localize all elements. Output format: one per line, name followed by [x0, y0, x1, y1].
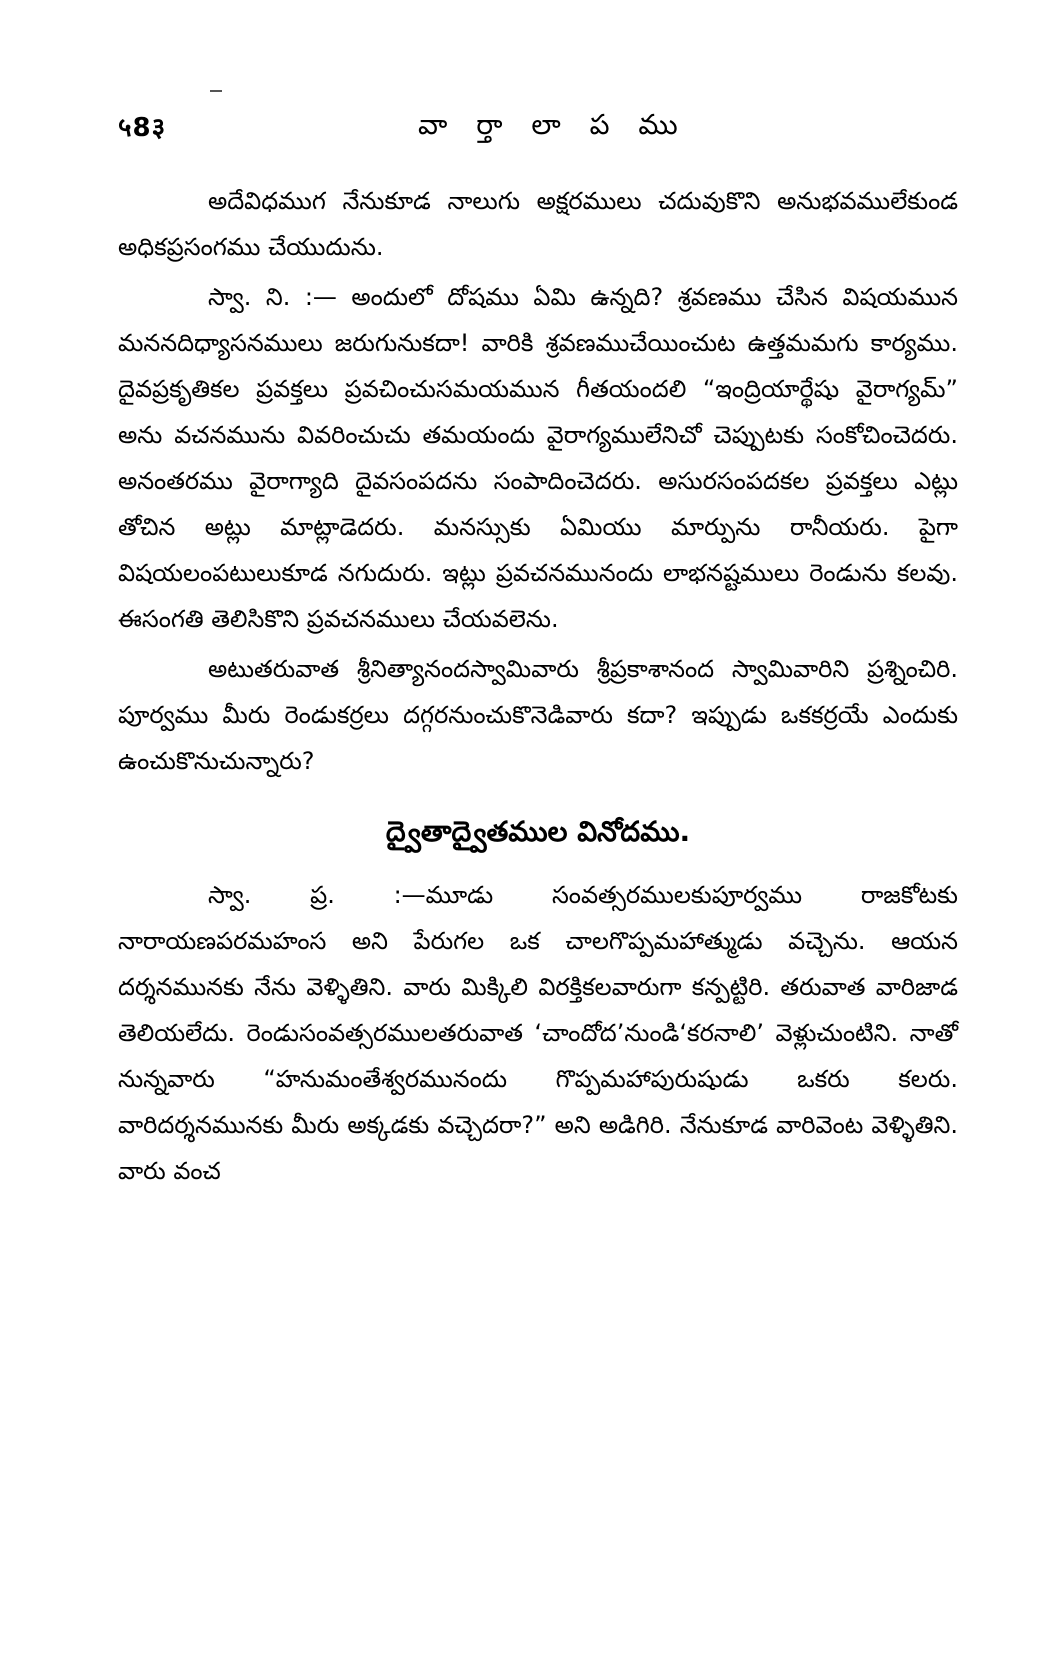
paragraph-2: స్వా. ని. :— అందులో దోషము ఏమి ఉన్నది? శ్రవణము చేసిన విషయమున మననదిధ్యాసనములు జరుగునుకదా! వారికి శ్రవణముచేయించుట ఉత్తమమగు కార్యము. దైవప్రకృతికల ప్రవక్తలు ప్రవచించుసమయమున గీతయందలి “ఇంద్రియార్థేషు వైరాగ్యమ్” అను వచనమును వివరించుచు తమయందు వైరాగ్యములేనిచో చెప్పుటకు సంకోచించెదరు. అనంతరము వైరాగ్యాది దైవసంపదను సంపాదించెదరు. అసురసంపదకల ప్రవక్తలు ఎట్లు తోచిన అట్లు మాట్లాడెదరు. మనస్సుకు ఏమియు మార్పును రానీయరు. పైగా విషయలంపటులుకూడ నగుదురు. ఇట్లు ప్రవచనమునందు లాభనష్టములు రెండును కలవు. ఈసంగతి తెలిసికొని ప్రవచనములు చేయవలెను. [118, 283, 958, 633]
page-number: ५8३ [118, 113, 167, 143]
paragraph-4: స్వా. ప్ర. :—మూడు సంవత్సరములకుపూర్వము రాజకోటకు నారాయణపరమహంస అని పేరుగల ఒక చాలగొప్పమహాత్ముడు వచ్చెను. ఆయన దర్శనమునకు నేను వెళ్ళితిని. వారు మిక్కిలి విరక్తికలవారుగా కన్పట్టిరి. తరువాత వారిజాడ తెలియలేదు. రెండుసంవత్సరములతరువాత ‘చాందోద’నుండి‘కరనాలి’ వెళ్లుచుంటిని. నాతో నున్నవారు “హనుమంతేశ్వరమునందు గొప్పమహాపురుషుడు ఒకరు కలరు. వారిదర్శనమునకు మీరు అక్కడకు వచ్చెదరా?” అని అడిగిరి. నేనుకూడ వారివెంట వెళ్ళితిని. వారు వంచ [118, 881, 958, 1185]
body-text [118, 178, 958, 1194]
running-title: వా ర్తా లా ప ము [418, 108, 688, 141]
page-header [118, 108, 918, 150]
section-heading: ద్వైతాద్వైతముల వినోదము. [385, 815, 691, 848]
paragraph-3: అటుతరువాత శ్రీనిత్యానందస్వామివారు శ్రీప్రకాశానంద స్వామివారిని ప్రశ్నించిరి. పూర్వము మీరు రెండుకర్రలు దగ్గరనుంచుకొనెడివారు కదా? ఇప్పుడు ఒకకర్రయే ఎందుకు ఉంచుకొనుచున్నారు? [118, 655, 958, 775]
scan-mark [210, 90, 222, 92]
paragraph-1: అదేవిధముగ నేనుకూడ నాలుగు అక్షరములు చదువుకొని అనుభవములేకుండ అధికప్రసంగము చేయుదును. [118, 187, 958, 261]
